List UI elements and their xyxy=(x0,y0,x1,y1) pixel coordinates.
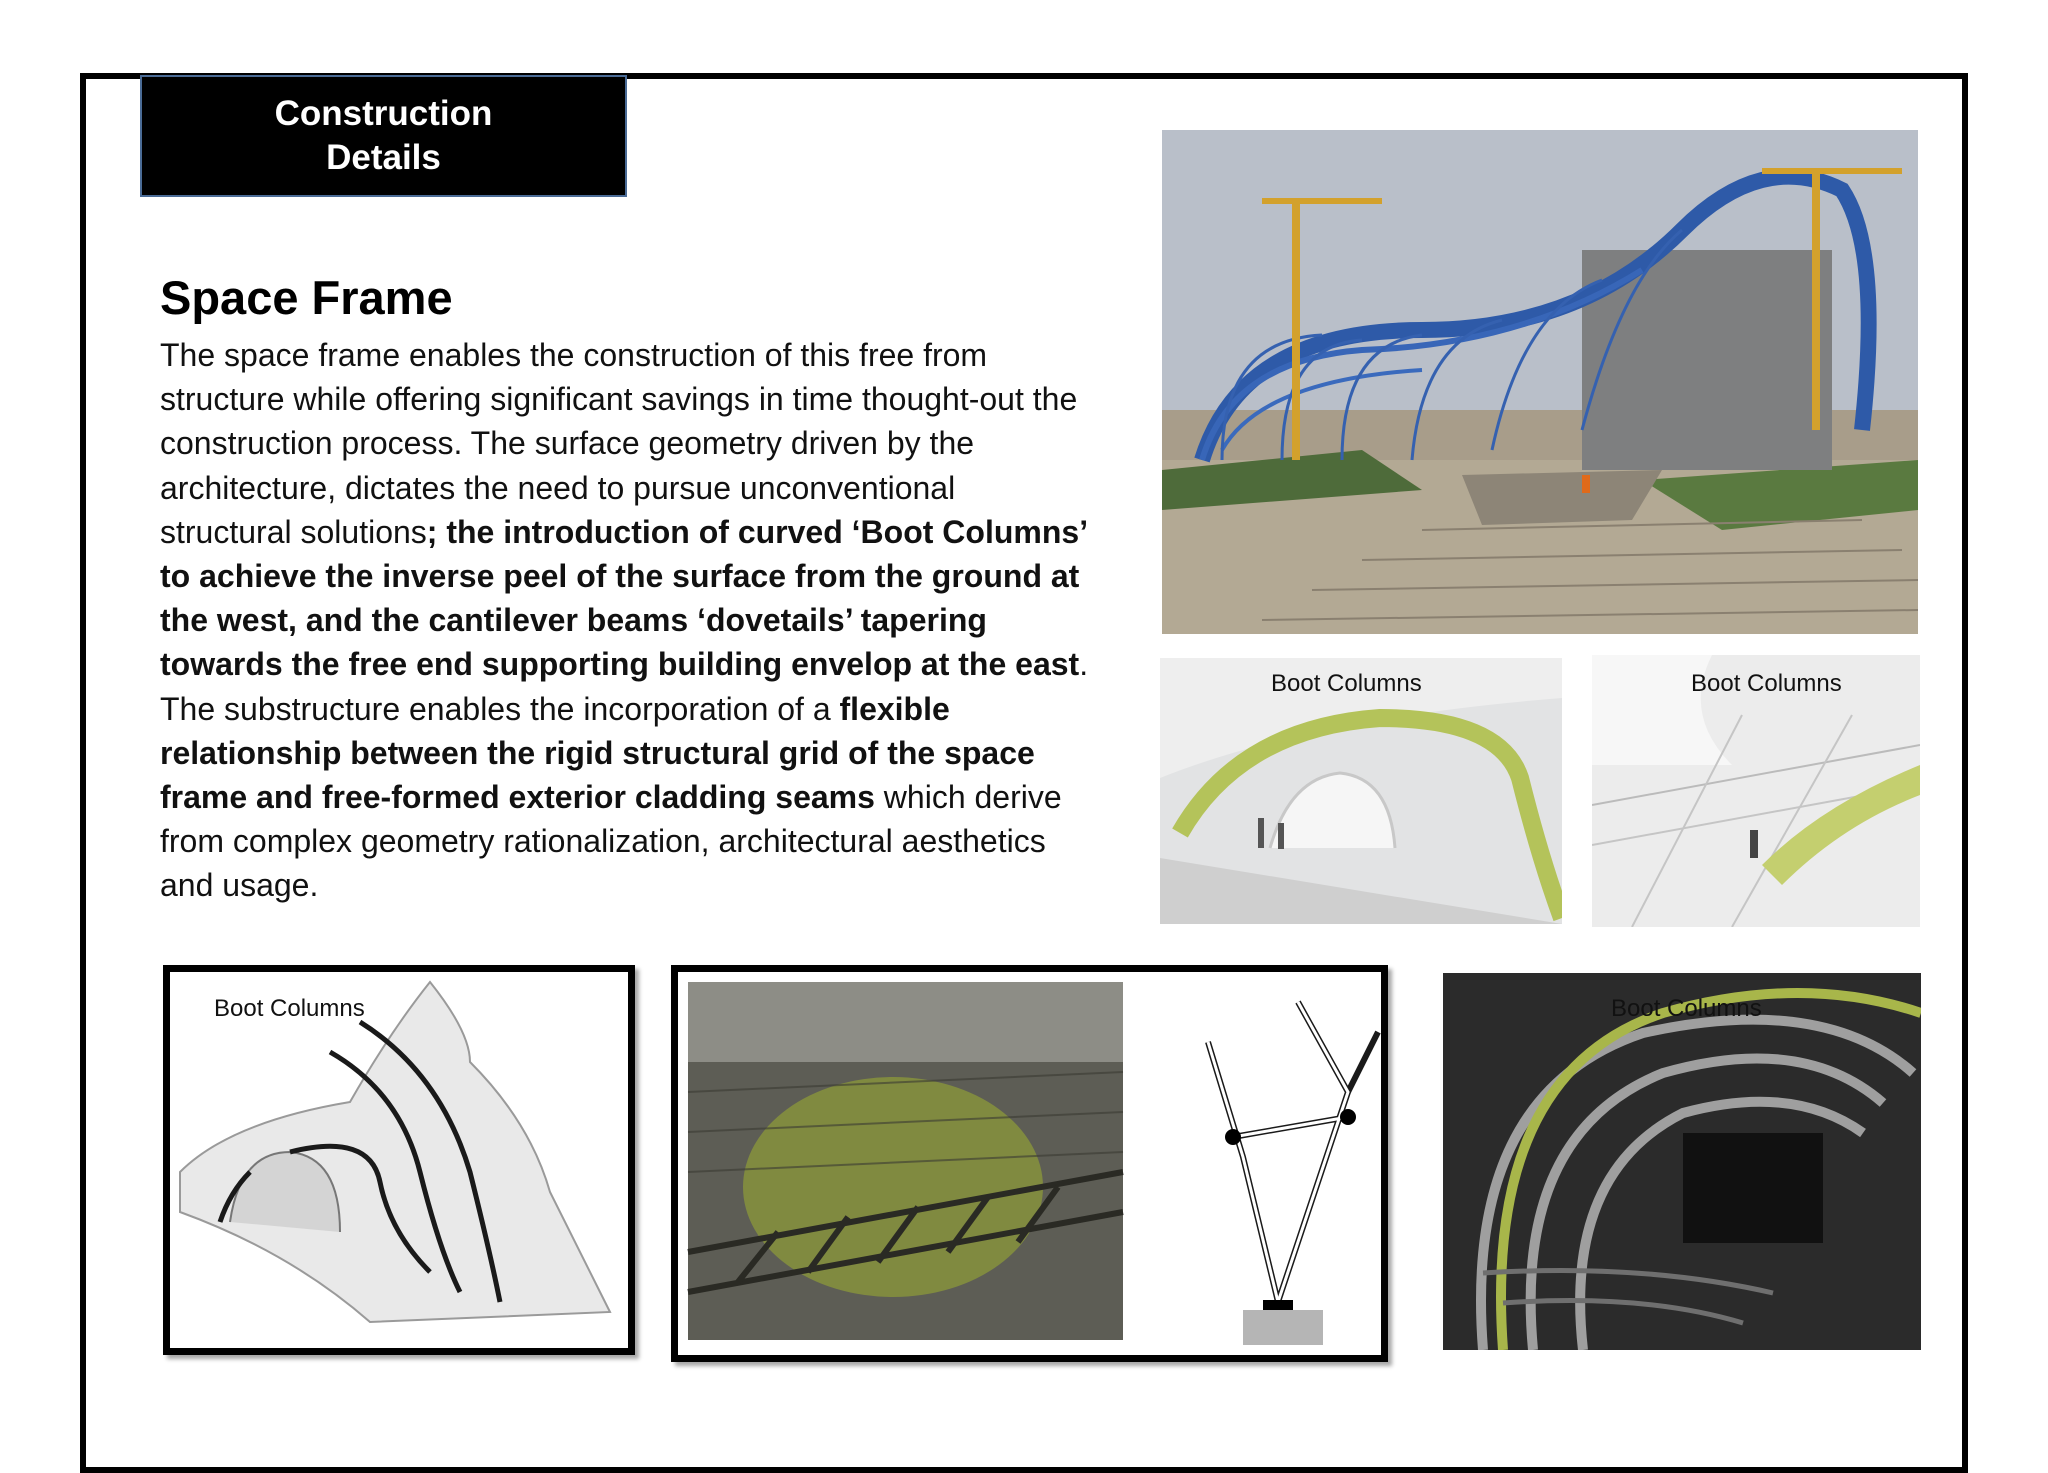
body-text-1: The space frame enables the construction of this free from structure while offering significant savings in time thought-out the construction process. The surface geometry driven by the architecture, dictates the need to pursue unconventional structural solutions xyxy=(160,337,1078,550)
dovetail-beam-detail-box xyxy=(671,965,1388,1362)
boot-columns-label-mid-left: Boot Columns xyxy=(1271,670,1422,697)
boot-columns-diagram-box xyxy=(163,965,635,1355)
boot-columns-label-bottom-left: Boot Columns xyxy=(214,995,365,1022)
auditorium-interior-render xyxy=(1443,973,1921,1350)
boot-columns-label-mid-right: Boot Columns xyxy=(1691,670,1842,697)
body-bold-2: flexible relationship between the rigid structural grid of the space frame and free-formed exterior cladding seams xyxy=(160,690,1035,816)
body-bold-1: ; the introduction of curved ‘Boot Columns’ to achieve the inverse peel of the surface from the ground at the west, and the cantilever beams ‘dovetails’ tapering towards the free end supporting building envelop at the east xyxy=(160,513,1087,683)
body-text-3: which derive from complex geometry rationalization, architectural aesthetics and usage. xyxy=(160,779,1062,904)
body-paragraph xyxy=(160,333,1090,908)
header-line-1: Construction xyxy=(274,94,493,133)
construction-site-photo xyxy=(1162,130,1918,634)
header-line-2: Details xyxy=(326,138,441,177)
section-title: Space Frame xyxy=(160,271,453,324)
boot-columns-label-bottom-right: Boot Columns xyxy=(1611,995,1762,1022)
body-text-2: . The substructure enables the incorporation of a xyxy=(160,646,1089,727)
section-header-box xyxy=(140,75,627,197)
